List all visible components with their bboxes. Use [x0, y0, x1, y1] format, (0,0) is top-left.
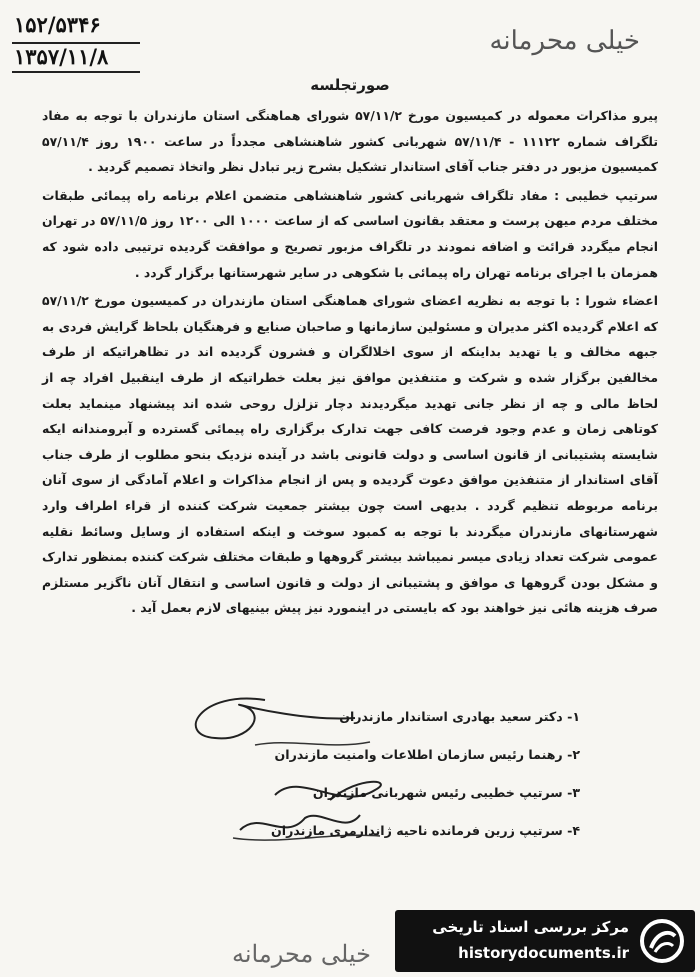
reference-number: ۱۵۲/۵۳۴۶ [14, 12, 101, 37]
watermark-url: historydocuments.ir [458, 944, 629, 962]
signatories-list [150, 698, 580, 850]
watermark-title: مرکز بررسی اسناد تاریخی [432, 918, 629, 936]
signatory-4: ۴- سرتیپ زرین فرمانده ناحیه ژاندارمری مازندران [271, 823, 580, 838]
paragraph-khatibi: سرتیپ خطیبی : مفاد تلگراف شهربانی کشور شاهنشاهی متضمن اعلام برنامه راه پیمائی طبقات مختلف مردم میهن پرست و معتقد بقانون اساسی که از ساعت ۱۰۰۰ الی ۱۲۰۰ روز ۵۷/۱۱/۵ در تهران انجام میگردد قرائت و اضافه نمودند در تلگراف مزبور تصریح و موافقت گردیده ترتیبی داده شود که همزمان با اجرای برنامه تهران راه پیمائی با شکوهی در سایر شهرستانها برگزار گردد . [42, 187, 658, 280]
archive-watermark [395, 910, 695, 972]
classification-stamp: خیلی محرمانه [489, 26, 640, 56]
paragraph-council: اعضاء شورا : با توجه به نظریه اعضای شورای هماهنگی استان مازندران در کمیسیون مورخ ۵۷/۱۱/۲ که اعلام گردیده اکثر مدیران و مسئولین سازمانها و صاحبان صنایع و فرهنگیان بلحاظ گرایش فردی به جبهه مخالف و یا تهدید بداینکه از سوی اخلالگران و فشرون گردیده اند در تظاهراتیکه از طرف مخالفین برگزار شده و شرکت و متنفذین موافق نیز بعلت خطراتیکه از طرف اینقبیل افراد چه از لحاظ مالی و چه از نظر جانی تهدید میگردیدند دچار تزلزل روحی شده اند پیشنهاد مینماید بعلت کوتاهی زمان و عدم وجود فرصت کافی جهت تدارک برگزاری راه پیمائی گسترده و آبرومندانه ایکه شایسته پشتیبانی از قانون اساسی و دولت قانونی باشد در آینده نزدیک بنحو مطلوب از طرف جناب آقای استاندار از متنفذین موافق دعوت گردیده و پس از انجام مذاکرات و اعلام آمادگی از سوی آنان برنامه مربوطه تنظیم گردد . بدیهی است چون بیشتر جمعیت شرکت کننده از قراء اطراف وارد شهرستانهای مازندران میگردند با توجه به کمبود سوخت و اینکه استفاده از وسایل وسائط نقلیه عمومی شرکت تعداد زیادی میسر نمیباشد بیشتر گروهها و طبقات مختلف شرکت کننده بمنظور تدارک و مشکل بودن گروهها ی موافق و پشتیبانی از دولت و قانون اساسی و انتقال آنان ناگزیر مستلزم صرف هزینه هائی نیز خواهند بود که بایستی در اینمورد نیز پیش بینیهای لازم بعمل آید . [42, 293, 658, 616]
reference-date: ۱۳۵۷/۱۱/۸ [14, 44, 109, 69]
signatory-3: ۳- سرتیپ خطیبی رئیس شهربانی مازندران [312, 785, 580, 800]
paragraph-intro: پیرو مذاکرات معموله در کمیسیون مورخ ۵۷/۱۱/۲ شورای هماهنگی استان مازندران با توجه به مفاد تلگراف شماره ۱۱۱۲۲ - ۵۷/۱۱/۴ شهربانی کشور شاهنشاهی مجدداً در ساعت ۱۹۰۰ روز ۵۷/۱۱/۴ کمیسیون مزبور در دفتر جناب آقای استاندار تشکیل بشرح زیر تبادل نظر واتخاذ تصمیم گردید . [42, 108, 658, 175]
footer-classification-stamp: خیلی محرمانه [232, 940, 371, 968]
signatory-1: ۱- دکتر سعید بهادری استاندار مازندران [339, 709, 580, 724]
document-title: صورتجلسه [310, 76, 390, 94]
signatory-2: ۲- رهنما رئیس سازمان اطلاعات وامنیت مازندران [274, 747, 580, 762]
archive-logo-icon [639, 918, 685, 964]
